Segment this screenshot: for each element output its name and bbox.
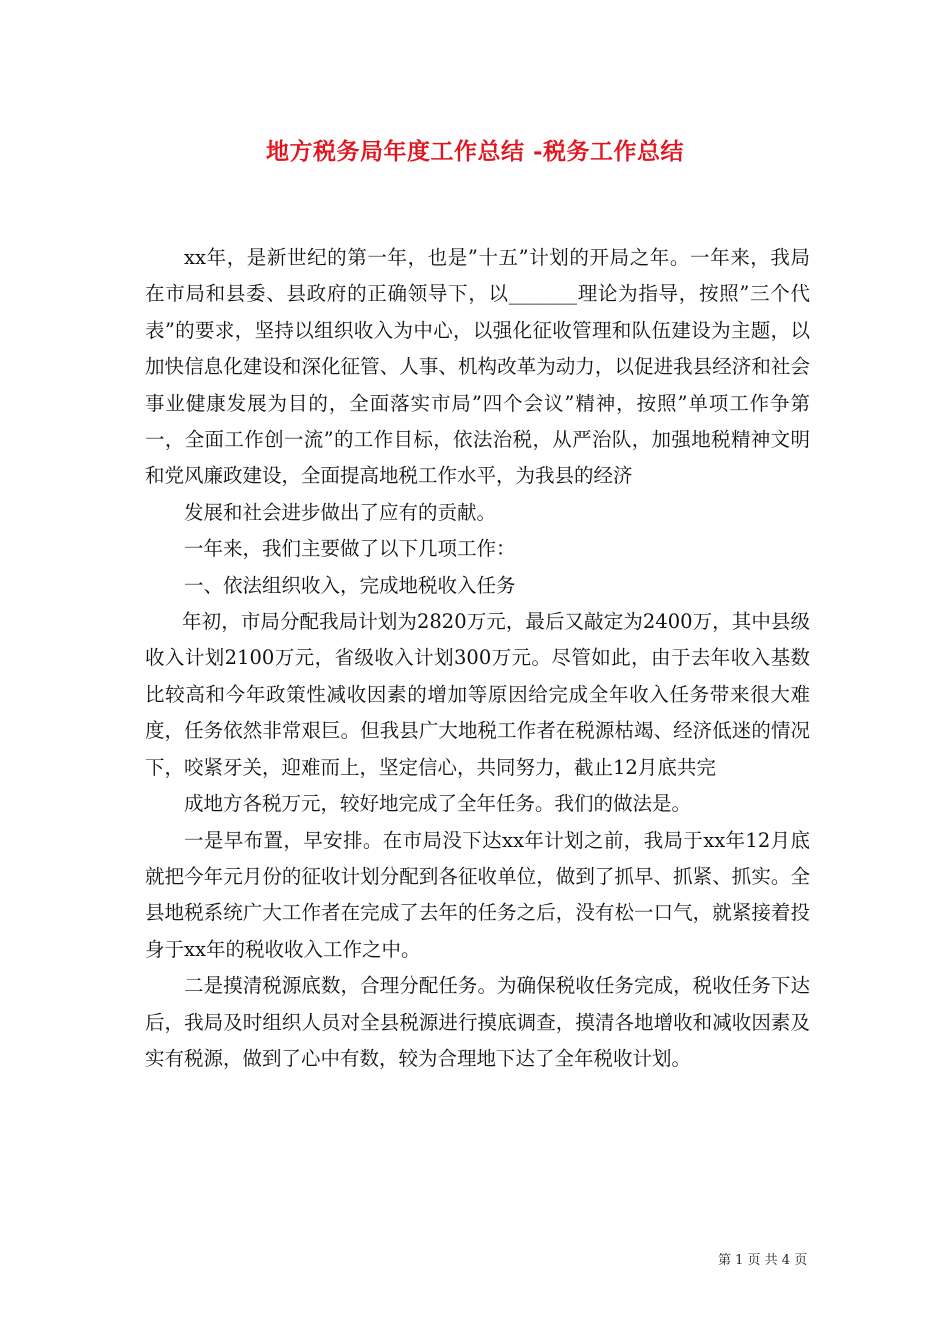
paragraph-early-arrangement: 一是早布置，早安排。在市局没下达xx年计划之前，我局于xx年12月底就把今年元月份的征收计划分配到各征收单位，做到了抓早、抓紧、抓实。全县地税系统广大工作者在完成了去年的任务之后，没有松一口气，就紧接着投身于xx年的税收收入工作之中。 <box>145 828 810 961</box>
page-number: 第 1 页 共 4 页 <box>718 1253 808 1268</box>
paragraph-revenue-result: 成地方各税万元，较好地完成了全年任务。我们的做法是。 <box>184 792 692 816</box>
paragraph-intro-continued: 发展和社会进步做出了应有的贡献。 <box>184 500 497 524</box>
paragraph-revenue-plan: 年初，市局分配我局计划为2820万元，最后又敲定为2400万，其中县级收入计划2100万元，省级收入计划300万元。尽管如此，由于去年收入基数比较高和今年政策性减收因素的增加等原因给完成全年收入任务带来很大难度，任务依然非常艰巨。但我县广大地税工作者在税源枯竭、经济低迷的情况下，咬紧牙关，迎难而上，坚定信心，共同努力，截止12月底共完 <box>145 610 810 779</box>
paragraph-tax-source-survey: 二是摸清税源底数，合理分配任务。为确保税收任务完成，税收任务下达后，我局及时组织人员对全县税源进行摸底调查，摸清各地增收和减收因素及实有税源，做到了心中有数，较为合理地下达了全年税收计划。 <box>145 974 810 1070</box>
paragraph-summary-lead: 一年来，我们主要做了以下几项工作： <box>184 537 516 561</box>
paragraph-intro: xx年，是新世纪的第一年，也是”十五”计划的开局之年。一年来，我局在市局和县委、县政府的正确领导下，以_______理论为指导，按照”三个代表”的要求，坚持以组织收入为中心，以强化征收管理和队伍建设为主题，以加快信息化建设和深化征管、人事、机构改革为动力，以促进我县经济和社会事业健康发展为目的，全面落实市局”四个会议”精神，按照”单项工作争第一，全面工作创一流”的工作目标，依法治税，从严治队，加强地税精神文明和党风廉政建设，全面提高地税工作水平，为我县的经济 <box>145 246 810 488</box>
document-body <box>145 240 810 1077</box>
section-heading-1: 一、依法组织收入，完成地税收入任务 <box>184 573 516 597</box>
document-title: 地方税务局年度工作总结 -税务工作总结 <box>265 138 685 165</box>
